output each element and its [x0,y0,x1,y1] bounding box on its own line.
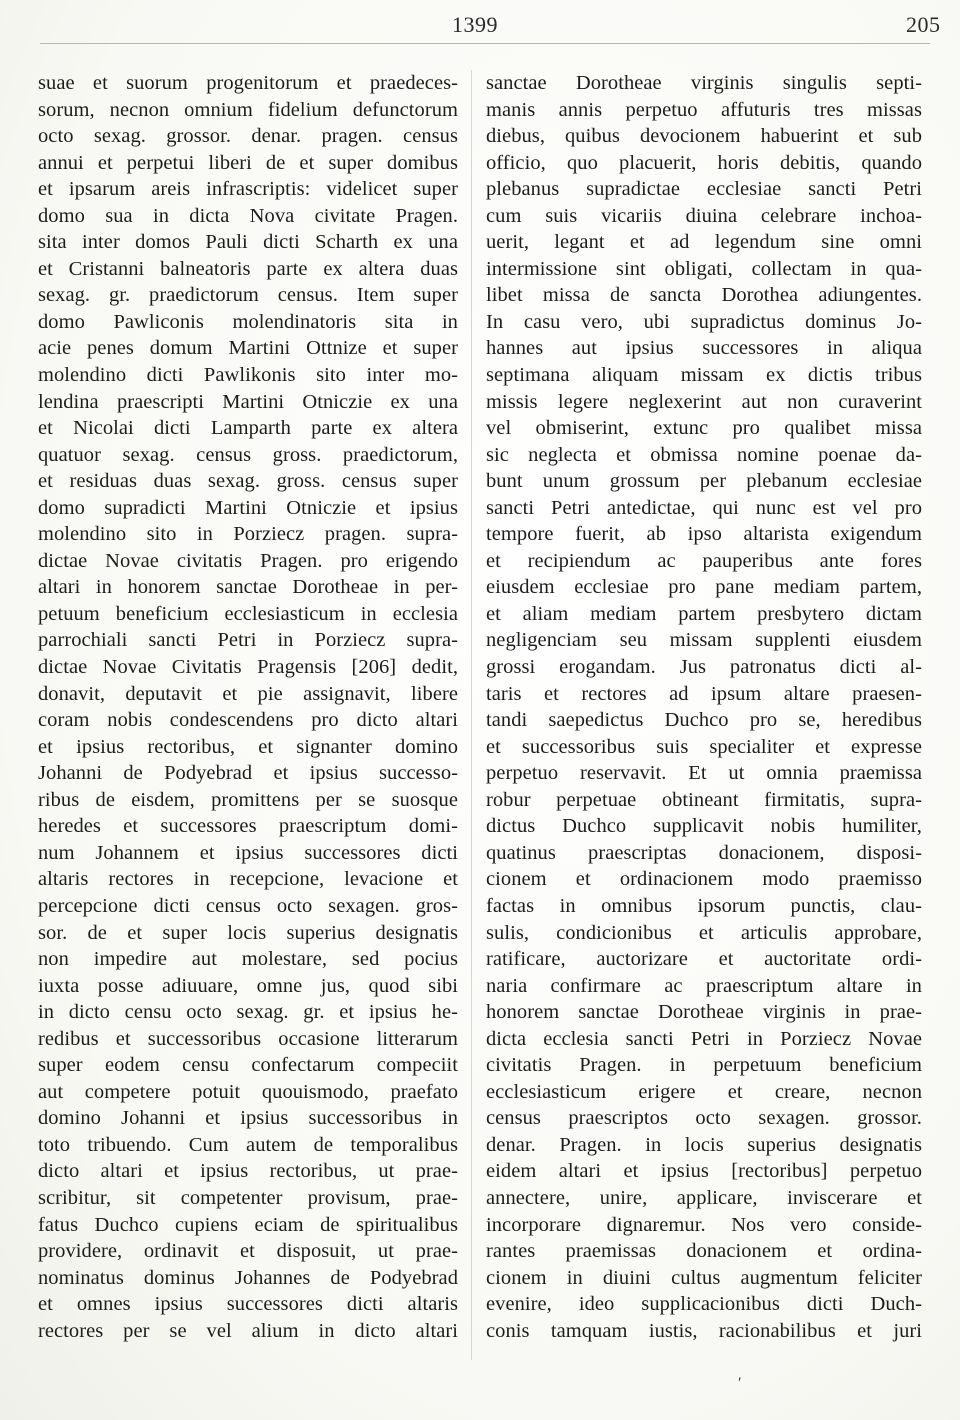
text-line: sancti Petri antedictae, qui nunc est vel pro [486,496,922,519]
text-line: quatinus praescriptas donacionem, disposi- [486,841,922,864]
text-line: nominatus dominus Johannes de Podyebrad [38,1266,458,1289]
text-line: et residuas duas sexag. gross. census super [38,470,458,493]
text-line: negligenciam seu missam supplenti eiusdem [486,629,922,652]
text-line: missis legere neglexerint aut non curaverint [486,390,922,413]
text-line: Johanni de Podyebrad et ipsius successo- [38,762,458,785]
text-line: tandi saepedictus Duchco pro se, heredibus [486,709,922,732]
text-line: et Cristanni balneatoris parte ex altera duas [38,257,458,280]
text-line: fatus Duchco cupiens eciam de spiritualibus [38,1213,458,1236]
text-line: cum suis vicariis diuina celebrare inchoa- [486,204,922,227]
text-line: heredes et successores praescriptum domi- [38,815,458,838]
text-line: non impedire aut molestare, sed pocius [38,948,458,971]
text-line: percepcione dicti census octo sexagen. gros- [38,894,458,917]
text-line: census praescriptos octo sexagen. grossor. [486,1107,922,1130]
text-line: sita inter domos Pauli dicti Scharth ex una [38,231,458,254]
text-line: et recipiendum ac pauperibus ante fores [486,549,922,572]
text-line: denar. Pragen. in locis superius designatis [486,1133,922,1156]
text-line: et ipsarum areis infrascriptis: videlicet super [38,178,458,201]
text-line: et aliam mediam partem presbytero dictam [486,602,922,625]
text-line: vel obmiserint, extunc pro qualibet missa [486,417,922,440]
text-line: lendina praescripti Martini Otniczie ex una [38,390,458,413]
text-line: sor. de et super locis superius designatis [38,921,458,944]
text-line: sorum, necnon omnium fidelium defunctorum [38,98,458,121]
text-line: toto tribuendo. Cum autem de temporalibus [38,1133,458,1156]
page-header-year: 1399 [452,12,498,37]
text-line: super eodem censu confectarum compeciit [38,1054,458,1077]
text-line: et Nicolai dicti Lamparth parte ex altera [38,417,458,440]
text-line: eiusdem ecclesiae pro pane mediam partem, [486,576,922,599]
text-line: coram nobis condescendens pro dicto altari [38,709,458,732]
text-line: bunt unum grossum per plebanum ecclesiae [486,470,922,493]
text-line: robur perpetuae obtineant firmitatis, supra- [486,788,922,811]
text-line: civitatis Pragen. in perpetuum beneficium [486,1054,922,1077]
text-line: molendino sito in Porziecz pragen. supra- [38,523,458,546]
text-line: cionem et ordinacionem modo praemisso [486,868,922,891]
text-line: grossi erogandam. Jus patronatus dicti al- [486,656,922,679]
text-line: naria confirmare ac praescriptum altare in [486,974,922,997]
text-line: ecclesiasticum erigere et creare, necnon [486,1080,922,1103]
text-line: officio, quo placuerit, horis debitis, quando [486,151,922,174]
text-line: incorporare dignaremur. Nos vero conside- [486,1213,922,1236]
text-line: dicta ecclesia sancti Petri in Porziecz Novae [486,1027,922,1050]
text-line: manis annis perpetuo affuturis tres missas [486,98,922,121]
column-divider [471,70,472,1360]
text-line: dicto altari et ipsius rectoribus, ut prae- [38,1160,458,1183]
text-line: domo sua in dicta Nova civitate Pragen. [38,204,458,227]
print-mark: ′ [738,1375,742,1392]
text-line: honorem sanctae Dorotheae virginis in prae- [486,1001,922,1024]
text-line: altaris rectores in recepcione, levacione et [38,868,458,891]
text-line: altari in honorem sanctae Dorotheae in per- [38,576,458,599]
text-line: libet missa de sancta Dorothea adiungentes. [486,284,922,307]
text-line: dictae Novae civitatis Pragen. pro erigendo [38,549,458,572]
text-line: diebus, quibus devocionem habuerint et sub [486,125,922,148]
text-line: sexag. gr. praedictorum census. Item super [38,284,458,307]
text-line: acie penes domum Martini Ottnize et super [38,337,458,360]
text-line: hannes aut ipsius successores in aliqua [486,337,922,360]
text-line: annui et perpetui liberi de et super domibus [38,151,458,174]
text-line: rectores per se vel alium in dicto altari [38,1319,458,1342]
text-line: eidem altari et ipsius [rectoribus] perpetuo [486,1160,922,1183]
text-line: petuum beneficium ecclesiasticum in ecclesia [38,602,458,625]
header-divider [40,43,930,44]
text-line: suae et suorum progenitorum et praedeces- [38,72,458,94]
text-line: domino Johanni et ipsius successoribus in [38,1107,458,1130]
text-line: redibus et successoribus occasione litterarum [38,1027,458,1050]
text-line: donavit, deputavit et pie assignavit, libere [38,682,458,705]
text-line: providere, ordinavit et disposuit, ut prae- [38,1240,458,1263]
right-text-column [486,70,922,1344]
text-line: tempore fuerit, ab ipso altarista exigendum [486,523,922,546]
text-line: annectere, unire, applicare, inviscerare et [486,1186,922,1209]
text-line: octo sexag. grossor. denar. pragen. census [38,125,458,148]
page-number: 205 [906,12,941,37]
text-line: ratificare, auctorizare et auctoritate ordi- [486,948,922,971]
text-line: et omnes ipsius successores dicti altaris [38,1293,458,1316]
left-text-column [38,70,458,1344]
text-line: quatuor sexag. census gross. praedictorum, [38,443,458,466]
text-line: plebanus supradictae ecclesiae sancti Petri [486,178,922,201]
text-line: intermissione sint obligati, collectam in qua- [486,257,922,280]
text-line: evenire, ideo supplicacionibus dicti Duch- [486,1293,922,1316]
text-line: conis tamquam iustis, racionabilibus et juri [486,1319,922,1342]
text-line: domo supradicti Martini Otniczie et ipsius [38,496,458,519]
text-line: uerit, legant et ad legendum sine omni [486,231,922,254]
text-line: aut competere potuit quouismodo, praefato [38,1080,458,1103]
text-line: cionem in diuini cultus augmentum feliciter [486,1266,922,1289]
text-line: sulis, condicionibus et articulis approbare, [486,921,922,944]
text-line: taris et rectores ad ipsum altare praesen- [486,682,922,705]
text-line: perpetuo reservavit. Et ut omnia praemissa [486,762,922,785]
text-line: factas in omnibus ipsorum punctis, clau- [486,894,922,917]
text-line: In casu vero, ubi supradictus dominus Jo- [486,310,922,333]
text-line: et successoribus suis specialiter et expresse [486,735,922,758]
text-line: dictus Duchco supplicavit nobis humiliter, [486,815,922,838]
text-line: molendino dicti Pawlikonis sito inter mo- [38,364,458,387]
text-line: sanctae Dorotheae virginis singulis septi- [486,72,922,94]
text-line: iuxta posse adiuuare, omne jus, quod sibi [38,974,458,997]
text-line: rantes praemissas donacionem et ordina- [486,1240,922,1263]
text-line: num Johannem et ipsius successores dicti [38,841,458,864]
text-line: domo Pawliconis molendinatoris sita in [38,310,458,333]
text-line: septimana aliquam missam ex dictis tribus [486,364,922,387]
text-line: parrochiali sancti Petri in Porziecz supra- [38,629,458,652]
text-line: ribus de eisdem, promittens per se suosque [38,788,458,811]
text-line: in dicto censu octo sexag. gr. et ipsius he- [38,1001,458,1024]
text-line: et ipsius rectoribus, et signanter domino [38,735,458,758]
text-line: sic neglecta et obmissa nomine poenae da- [486,443,922,466]
text-line: scribitur, sit competenter provisum, prae- [38,1186,458,1209]
text-line: dictae Novae Civitatis Pragensis [206] dedit, [38,656,458,679]
